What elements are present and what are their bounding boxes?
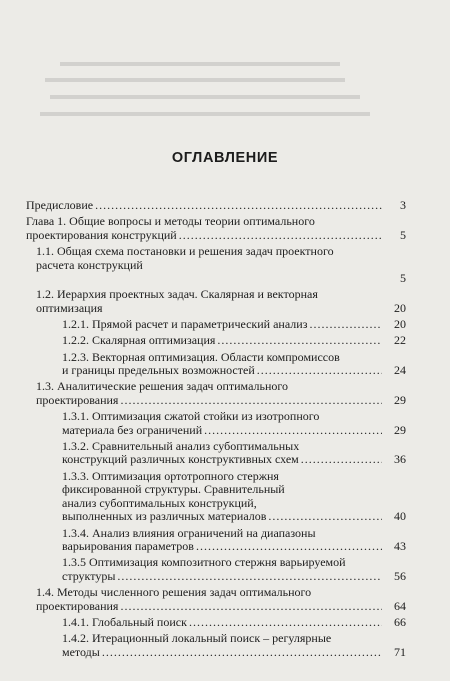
page-number: 64 bbox=[394, 598, 406, 613]
dot-leader bbox=[179, 229, 382, 243]
page-number: 24 bbox=[394, 363, 406, 378]
toc-entry-text: 1.2.3. Векторная оптимизация. Области компромиссов bbox=[62, 349, 340, 364]
page-title: ОГЛАВЛЕНИЕ bbox=[171, 150, 279, 166]
page-number: 29 bbox=[394, 392, 406, 407]
toc-entry[interactable] bbox=[26, 334, 406, 348]
toc-entry[interactable] bbox=[26, 632, 406, 659]
dot-leader bbox=[117, 570, 382, 584]
table-of-contents bbox=[26, 199, 406, 662]
toc-entry-text: выполненных из различных материалов bbox=[62, 509, 267, 524]
page-number: 71 bbox=[394, 644, 406, 659]
toc-entry-text: варьирования параметров bbox=[62, 539, 194, 554]
toc-entry-text: фиксированной структуры. Сравнительный bbox=[62, 482, 285, 497]
dot-leader bbox=[120, 600, 382, 614]
page-number: 56 bbox=[394, 568, 406, 583]
toc-entry[interactable] bbox=[26, 380, 406, 407]
bleed-through-mark bbox=[60, 62, 340, 66]
bleed-through-mark bbox=[45, 78, 345, 82]
dot-leader bbox=[257, 364, 382, 378]
page-number: 5 bbox=[400, 271, 406, 286]
toc-entry-text: анализ субоптимальных конструкций, bbox=[62, 495, 257, 510]
toc-entry[interactable] bbox=[26, 586, 406, 613]
toc-entry[interactable] bbox=[26, 616, 406, 630]
page-number: 20 bbox=[394, 300, 406, 315]
toc-entry[interactable] bbox=[26, 318, 406, 332]
page-number: 20 bbox=[394, 317, 406, 332]
toc-entry[interactable] bbox=[26, 440, 406, 467]
toc-entry-text: 1.3. Аналитические решения задач оптимального bbox=[36, 379, 289, 394]
toc-entry-text: 1.4.2. Итерационный локальный поиск – регулярные bbox=[62, 631, 332, 646]
toc-entry-text: 1.3.2. Сравнительный анализ субоптимальных bbox=[62, 438, 300, 453]
toc-entry[interactable] bbox=[26, 245, 406, 286]
toc-entry-text: и границы предельных возможностей bbox=[62, 363, 255, 378]
toc-entry[interactable] bbox=[26, 556, 406, 583]
bleed-through-mark bbox=[50, 95, 360, 99]
toc-entry-text: оптимизация bbox=[36, 300, 103, 315]
dot-leader bbox=[301, 453, 382, 467]
toc-entry-text: проектирования bbox=[36, 392, 119, 407]
toc-entry-text: проектирования bbox=[36, 598, 119, 613]
toc-entry-text: 1.4. Методы численного решения задач оптимального bbox=[36, 585, 312, 600]
dot-leader bbox=[102, 646, 382, 660]
toc-entry[interactable] bbox=[26, 410, 406, 437]
bleed-through-mark bbox=[40, 112, 370, 116]
toc-entry-text: Глава 1. Общие вопросы и методы теории оптимального bbox=[26, 214, 315, 229]
toc-entry-text: методы bbox=[62, 644, 100, 659]
toc-entry[interactable] bbox=[26, 351, 406, 378]
dot-leader bbox=[217, 334, 382, 348]
toc-entry-text: 1.2.1. Прямой расчет и параметрический анализ bbox=[62, 317, 308, 332]
dot-leader bbox=[120, 394, 382, 408]
dot-leader bbox=[95, 199, 382, 213]
page-number: 66 bbox=[394, 614, 406, 629]
toc-entry[interactable] bbox=[26, 215, 406, 242]
toc-entry-text: Предисловие bbox=[26, 198, 94, 212]
toc-entry-text: 1.1. Общая схема постановки и решения задач проектного bbox=[36, 243, 334, 258]
toc-entry-text: 1.2. Иерархия проектных задач. Скалярная и векторная bbox=[36, 287, 318, 302]
toc-entry-text: расчета конструкций bbox=[36, 257, 143, 272]
dot-leader bbox=[309, 318, 382, 332]
page-number: 5 bbox=[400, 227, 406, 242]
toc-entry-text: конструкций различных конструктивных схем bbox=[62, 452, 299, 467]
toc-entry-text: 1.3.1. Оптимизация сжатой стойки из изотропного bbox=[62, 409, 320, 424]
toc-entry-text: материала без ограничений bbox=[62, 422, 203, 437]
toc-entry-text: 1.3.3. Оптимизация ортотропного стержня bbox=[62, 468, 279, 483]
dot-leader bbox=[268, 510, 382, 524]
toc-entry[interactable] bbox=[26, 288, 406, 315]
toc-entry[interactable] bbox=[26, 470, 406, 524]
toc-entry[interactable] bbox=[26, 527, 406, 554]
toc-entry-text: 1.3.4. Анализ влияния ограничений на диапазоны bbox=[62, 525, 316, 540]
toc-entry-text: 1.4.1. Глобальный поиск bbox=[62, 614, 187, 629]
dot-leader bbox=[189, 616, 382, 630]
page-number: 40 bbox=[394, 509, 406, 524]
dot-leader bbox=[196, 540, 382, 554]
page-number: 29 bbox=[394, 422, 406, 437]
page-number: 22 bbox=[394, 333, 406, 348]
toc-entry-text: 1.3.5 Оптимизация композитного стержня варьируемой bbox=[62, 555, 346, 570]
toc-entry-text: проектирования конструкций bbox=[26, 227, 177, 242]
toc-entry[interactable] bbox=[26, 199, 406, 213]
page-number: 3 bbox=[400, 198, 406, 212]
dot-leader bbox=[204, 424, 382, 438]
page-number: 36 bbox=[394, 452, 406, 467]
page-number: 43 bbox=[394, 539, 406, 554]
toc-entry-text: структуры bbox=[62, 568, 116, 583]
toc-entry-text: 1.2.2. Скалярная оптимизация bbox=[62, 333, 216, 348]
